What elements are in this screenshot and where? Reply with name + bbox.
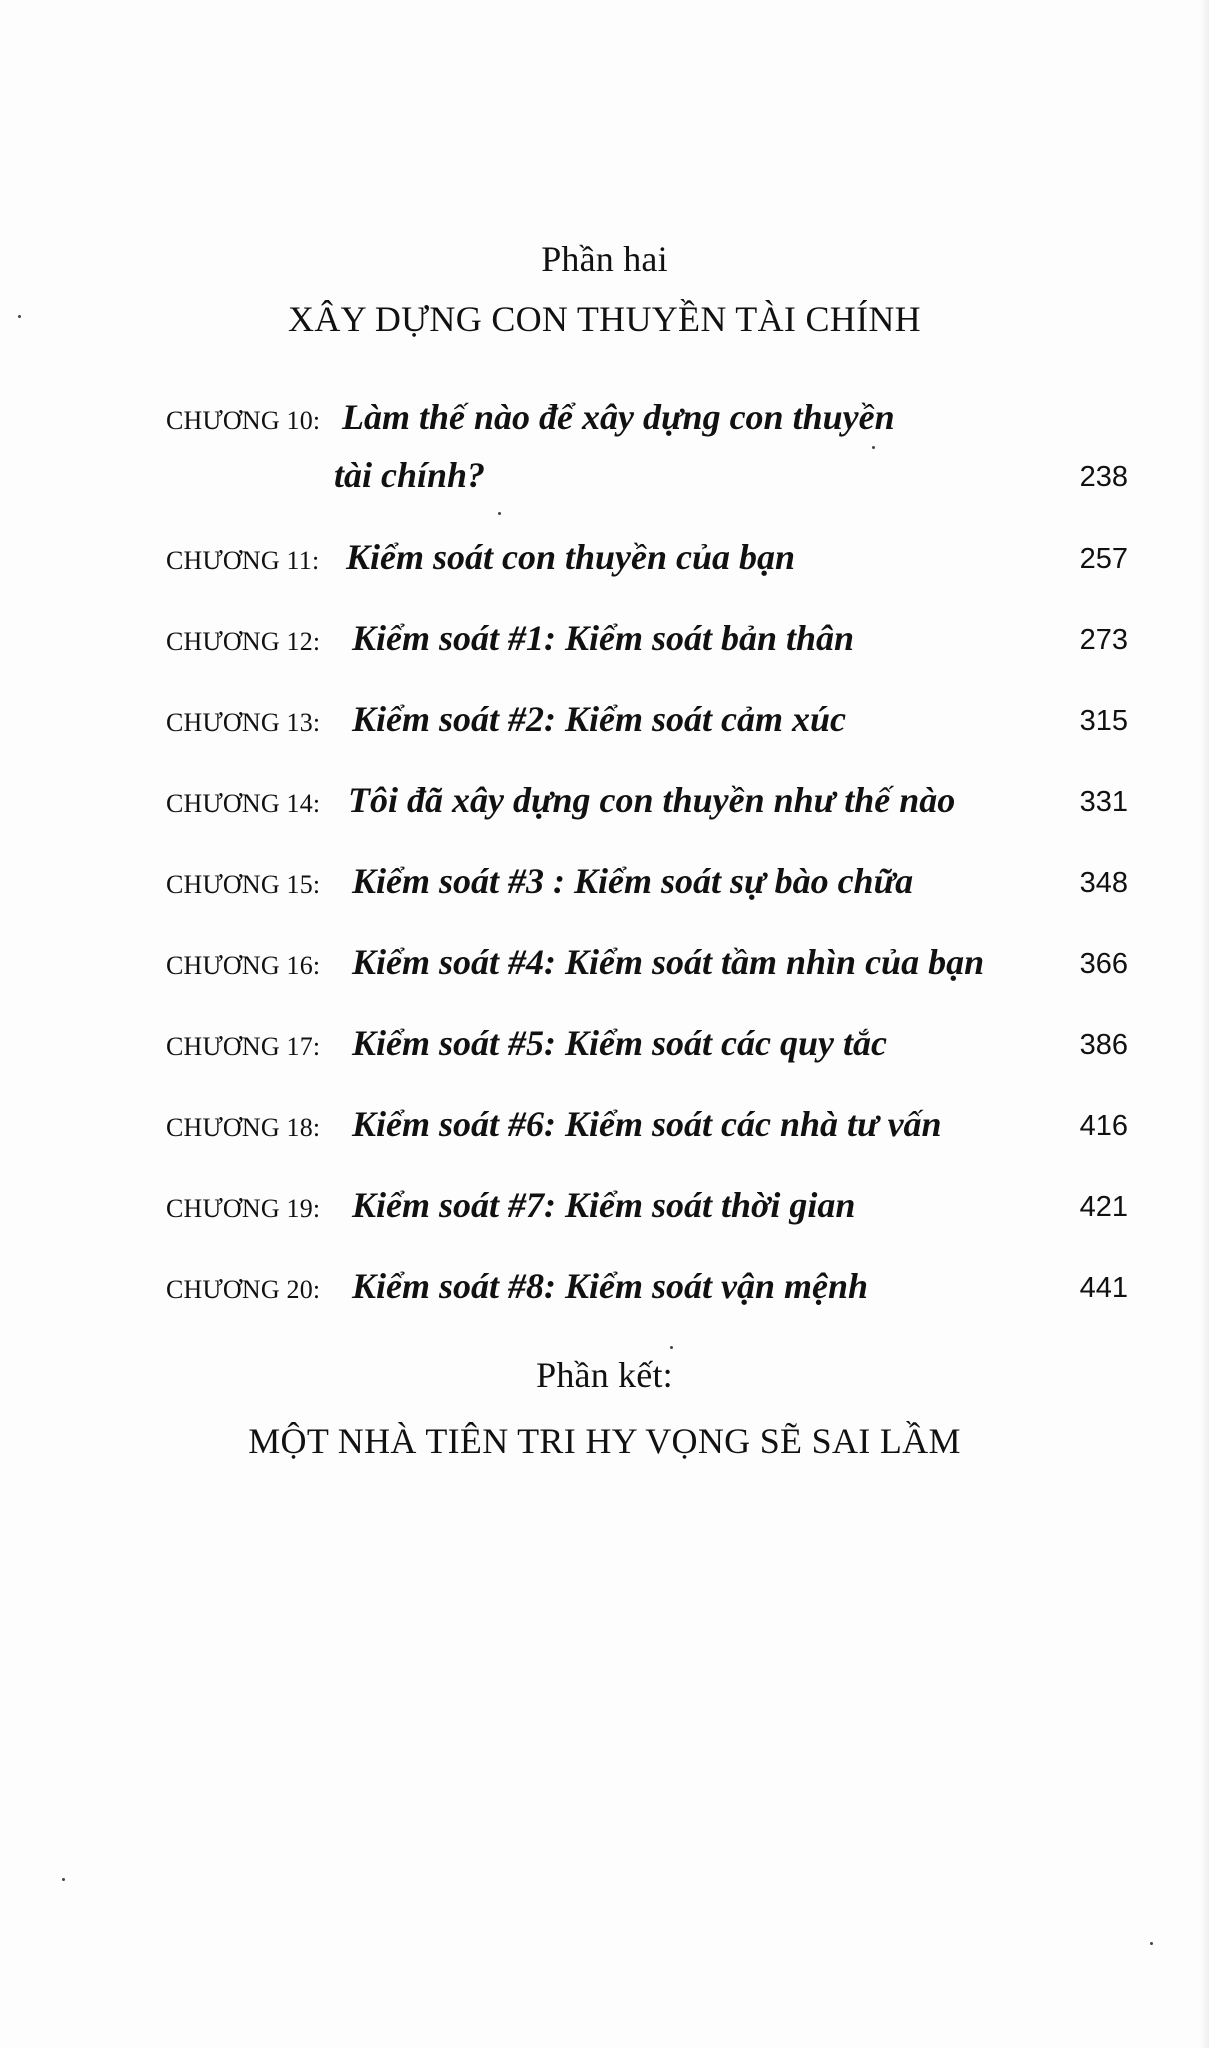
chapter-label: CHƯƠNG 19: bbox=[166, 1194, 321, 1223]
scan-speck bbox=[18, 315, 21, 318]
chapter-label: CHƯƠNG 20: bbox=[166, 1275, 321, 1304]
chapter-label: CHƯƠNG 17: bbox=[166, 1032, 321, 1061]
toc-entry-chapter-12[interactable] bbox=[166, 605, 1128, 665]
chapter-title: Kiểm soát #8: Kiểm soát vận mệnh bbox=[352, 1266, 869, 1306]
toc-entry-chapter-10[interactable] bbox=[166, 384, 1128, 444]
scan-speck bbox=[62, 1878, 65, 1881]
toc-entry-chapter-13[interactable] bbox=[166, 686, 1128, 746]
epilogue-title: MỘT NHÀ TIÊN TRI HY VỌNG SẼ SAI LẦM bbox=[248, 1421, 961, 1461]
part-heading: Phần hai bbox=[541, 239, 668, 279]
scan-speck bbox=[498, 512, 501, 515]
chapter-title: Kiểm soát #6: Kiểm soát các nhà tư vấn bbox=[352, 1104, 942, 1144]
chapter-title: Kiểm soát #1: Kiểm soát bản thân bbox=[352, 618, 855, 658]
page-number: 273 bbox=[1079, 624, 1128, 656]
chapter-title: Kiểm soát #2: Kiểm soát cảm xúc bbox=[352, 699, 846, 739]
toc-entry-chapter-20[interactable] bbox=[166, 1253, 1128, 1313]
toc-entry-chapter-14[interactable] bbox=[166, 767, 1128, 827]
chapter-title: Kiểm soát #4: Kiểm soát tầm nhìn của bạn bbox=[352, 942, 985, 982]
page-number: 331 bbox=[1079, 786, 1128, 818]
page-number: 416 bbox=[1079, 1110, 1128, 1142]
chapter-label: CHƯƠNG 15: bbox=[166, 870, 321, 899]
chapter-title: Kiểm soát #5: Kiểm soát các quy tắc bbox=[352, 1023, 887, 1063]
epilogue-heading: Phần kết: bbox=[536, 1355, 673, 1395]
chapter-label: CHƯƠNG 18: bbox=[166, 1113, 321, 1142]
toc-entry-chapter-15[interactable] bbox=[166, 848, 1128, 908]
page-number: 386 bbox=[1079, 1029, 1128, 1061]
toc-entry-chapter-16[interactable] bbox=[166, 929, 1128, 989]
page-number: 257 bbox=[1079, 543, 1128, 575]
page-number: 348 bbox=[1079, 867, 1128, 899]
chapter-title: Làm thế nào để xây dựng con thuyền bbox=[342, 397, 895, 437]
toc-entry-chapter-11[interactable] bbox=[166, 524, 1128, 584]
toc-entry-chapter-10-continued[interactable] bbox=[166, 442, 1128, 502]
chapter-title: Kiểm soát #3 : Kiểm soát sự bào chữa bbox=[352, 861, 914, 901]
page-number: 421 bbox=[1079, 1191, 1128, 1223]
scan-speck bbox=[670, 1346, 673, 1349]
chapter-label: CHƯƠNG 11: bbox=[166, 546, 320, 575]
chapter-label: CHƯƠNG 14: bbox=[166, 789, 321, 818]
chapter-label: CHƯƠNG 16: bbox=[166, 951, 321, 980]
chapter-title: Tôi đã xây dựng con thuyền như thế nào bbox=[348, 780, 956, 820]
scan-speck bbox=[872, 446, 875, 449]
chapter-label: CHƯƠNG 10: bbox=[166, 406, 321, 435]
toc-entry-chapter-18[interactable] bbox=[166, 1091, 1128, 1151]
toc-entry-chapter-17[interactable] bbox=[166, 1010, 1128, 1070]
page-number: 441 bbox=[1079, 1272, 1128, 1304]
page-number: 238 bbox=[1079, 461, 1128, 493]
part-title: XÂY DỰNG CON THUYỀN TÀI CHÍNH bbox=[288, 299, 921, 339]
chapter-label: CHƯƠNG 13: bbox=[166, 708, 321, 737]
page-number: 315 bbox=[1079, 705, 1128, 737]
toc-entry-chapter-19[interactable] bbox=[166, 1172, 1128, 1232]
page-number: 366 bbox=[1079, 948, 1128, 980]
chapter-label: CHƯƠNG 12: bbox=[166, 627, 321, 656]
chapter-title: Kiểm soát #7: Kiểm soát thời gian bbox=[352, 1185, 856, 1225]
chapter-title-continued: tài chính? bbox=[334, 455, 486, 495]
scan-speck bbox=[1150, 1942, 1153, 1945]
chapter-title: Kiểm soát con thuyền của bạn bbox=[346, 537, 796, 577]
